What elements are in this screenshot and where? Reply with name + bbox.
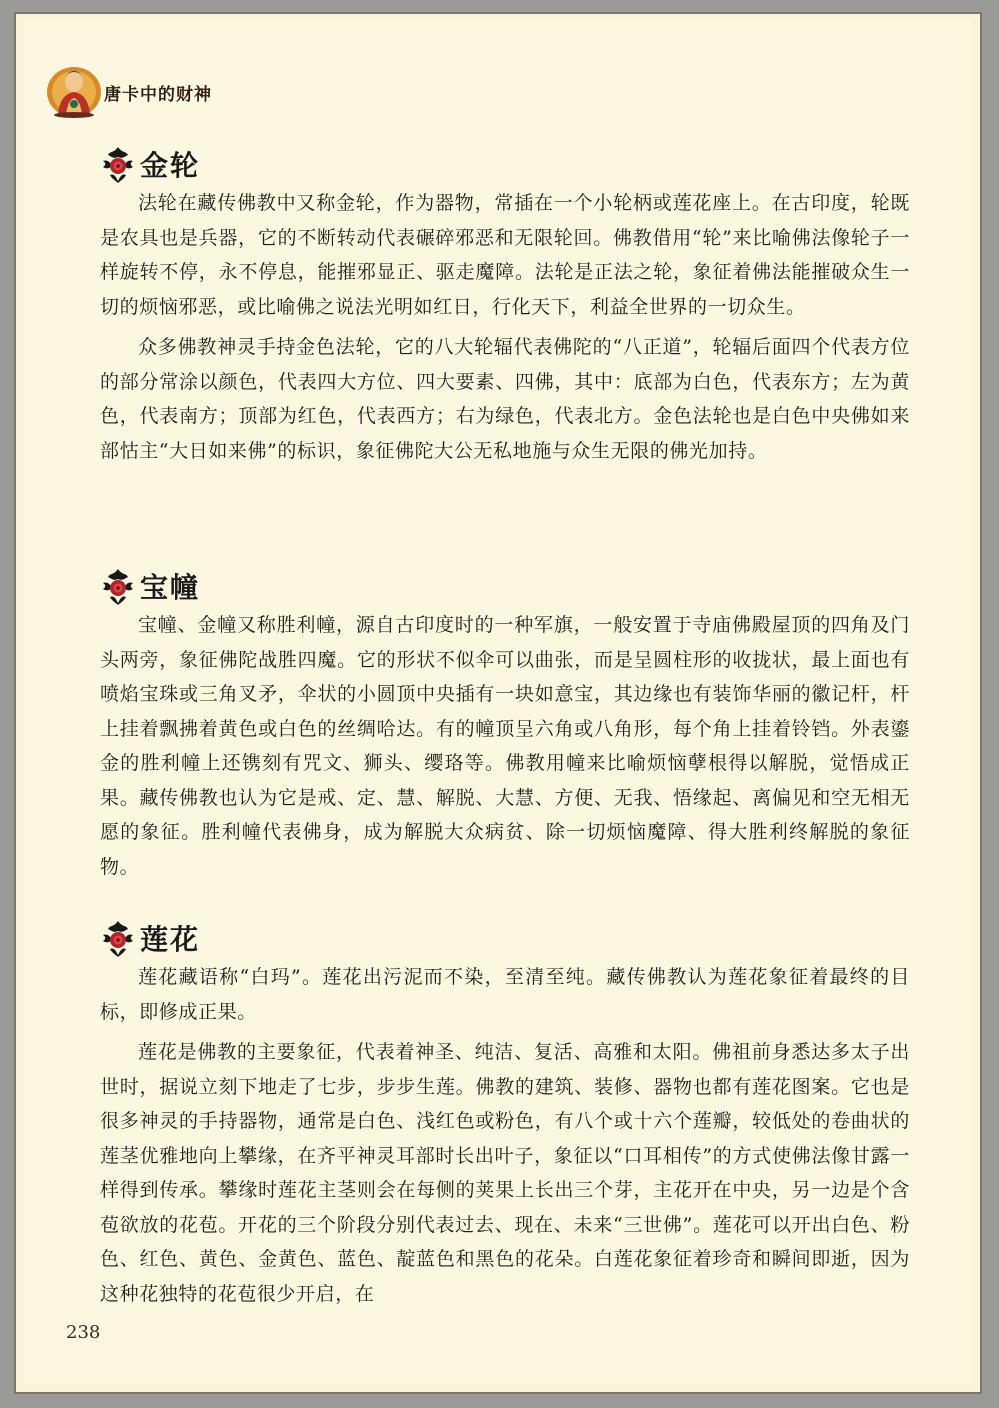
paragraph: 法轮在藏传佛教中又称金轮，作为器物，常插在一个小轮柄或莲花座上。在古印度，轮既是农具也是兵器，它的不断转动代表碾碎邪恶和无限轮回。佛教借用“轮”来比喻佛法像轮子一样旋转不停，永不停息，能摧邪显正、驱走魔障。法轮是正法之轮，象征着佛法能摧破众生一切的烦恼邪恶，或比喻佛之说法光明如红日，行化天下，利益全世界的一切众生。	[100, 192, 910, 318]
section-lianhua	[100, 916, 910, 1311]
paragraph: 宝幢、金幢又称胜利幢，源自古印度时的一种军旗，一般安置于寺庙佛殿屋顶的四角及门头两旁，象征佛陀战胜四魔。它的形状不似伞可以曲张，而是呈圆柱形的收拢状，最上面也有喷焰宝珠或三角叉矛，伞状的小圆顶中央插有一块如意宝，其边缘也有装饰华丽的徽记杆，杆上挂着飘拂着黄色或白色的丝绸哈达。有的幢顶呈六角或八角形，每个角上挂着铃铛。外表鎏金的胜利幢上还镌刻有咒文、狮头、缨珞等。佛教用幢来比喻烦恼孽根得以解脱，觉悟成正果。藏传佛教也认为它是戒、定、慧、解脱、大慧、方便、无我、悟缘起、离偏见和空无相无愿的象征。胜利幢代表佛身，成为解脱大众病贫、除一切烦恼魔障、得大胜利终解脱的象征物。	[100, 614, 910, 878]
section-title: 金轮	[140, 149, 201, 182]
page-number: 238	[66, 1322, 101, 1343]
section-heading	[100, 142, 910, 186]
paragraph: 莲花藏语称“白玛”。莲花出污泥而不染，至清至纯。藏传佛教认为莲花象征着最终的目标，即修成正果。	[100, 966, 910, 1023]
flower-ornament-icon	[100, 145, 136, 183]
thangka-deity-icon	[46, 62, 102, 118]
flower-ornament-icon	[100, 919, 136, 957]
section-title: 宝幢	[140, 571, 201, 604]
section-title: 莲花	[140, 923, 201, 956]
running-header	[46, 60, 212, 120]
flower-ornament-icon	[100, 567, 136, 605]
section-heading	[100, 564, 910, 608]
paragraph: 莲花是佛教的主要象征，代表着神圣、纯洁、复活、高雅和太阳。佛祖前身悉达多太子出世时，据说立刻下地走了七步，步步生莲。佛教的建筑、装修、器物也都有莲花图案。它也是很多神灵的手持器物，通常是白色、浅红色或粉色，有八个或十六个莲瓣，较低处的卷曲状的莲茎优雅地向上攀缘，在齐平神灵耳部时长出叶子，象征以“口耳相传”的方式使佛法像甘露一样得到传承。攀缘时莲花主茎则会在每侧的荚果上长出三个芽，主花开在中央，另一边是个含苞欲放的花苞。开花的三个阶段分别代表过去、现在、未来“三世佛”。莲花可以开出白色、粉色、红色、黄色、金黄色、蓝色、靛蓝色和黑色的花朵。白莲花象征着珍奇和瞬间即逝，因为这种花独特的花苞很少开启，在	[100, 1041, 910, 1305]
section-baochuang	[100, 564, 910, 884]
running-title: 唐卡中的财神	[104, 84, 212, 105]
section-jinlun	[100, 142, 910, 468]
section-heading	[100, 916, 910, 960]
paragraph: 众多佛教神灵手持金色法轮，它的八大轮辐代表佛陀的“八正道”，轮辐后面四个代表方位的部分常涂以颜色，代表四大方位、四大要素、四佛，其中：底部为白色，代表东方；左为黄色，代表南方；顶部为红色，代表西方；右为绿色，代表北方。金色法轮也是白色中央佛如来部怙主“大日如来佛”的标识，象征佛陀大公无私地施与众生无限的佛光加持。	[100, 336, 910, 462]
